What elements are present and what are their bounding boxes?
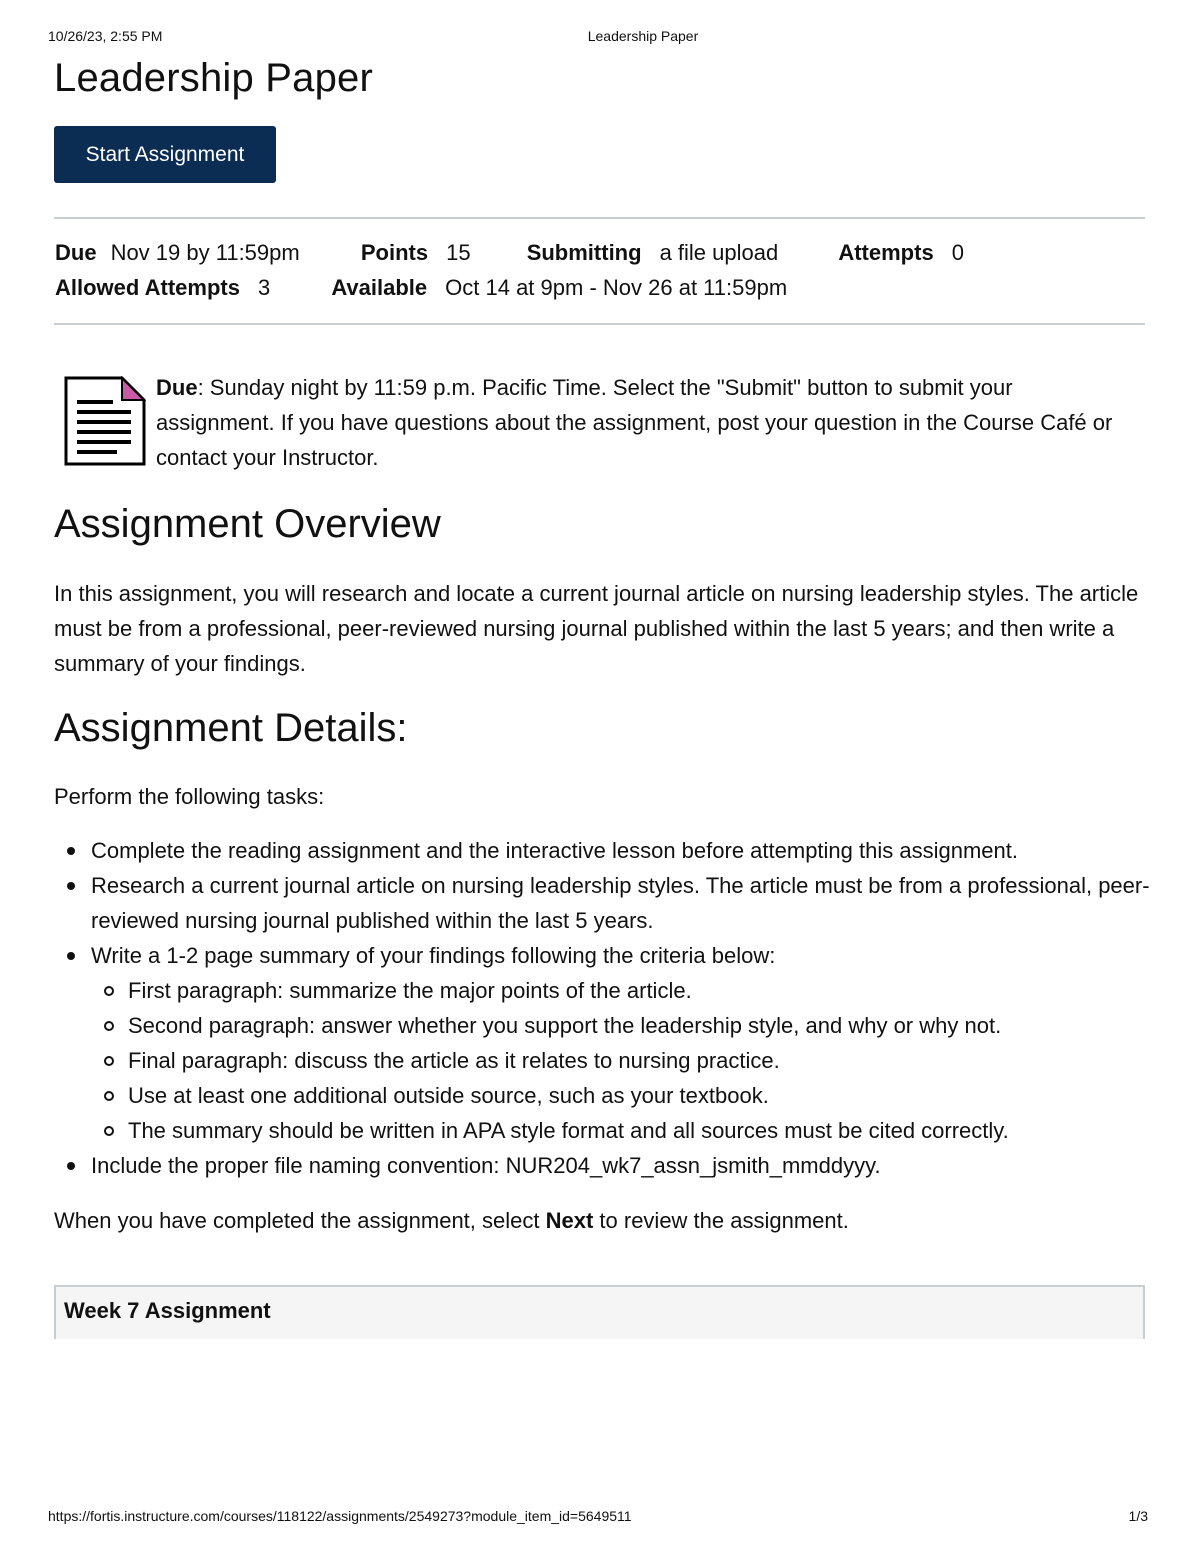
print-url: https://fortis.instructure.com/courses/118122/assignments/2549273?module_item_id=5649511 — [48, 1508, 632, 1524]
attempts-value: 0 — [951, 240, 964, 265]
details-heading: Assignment Details: — [54, 706, 408, 750]
task-text: Write a 1-2 page summary of your findings following the criteria below: — [91, 943, 776, 968]
task-text: Complete the reading assignment and the interactive lesson before attempting this assignment. — [91, 838, 1018, 863]
available-label: Available — [331, 275, 428, 300]
available-value: Oct 14 at 9pm - Nov 26 at 11:59pm — [445, 275, 788, 300]
print-footer — [48, 1508, 1148, 1524]
list-item — [54, 1148, 1154, 1183]
criteria-list — [91, 973, 1154, 1148]
criteria-text: Final paragraph: discuss the article as it relates to nursing practice. — [128, 1048, 780, 1073]
list-item — [91, 1078, 1154, 1113]
overview-heading: Assignment Overview — [54, 502, 441, 546]
week-assignment-title: Week 7 Assignment — [64, 1298, 271, 1323]
notice-text: : Sunday night by 11:59 p.m. Pacific Time. Select the "Submit" button to submit your assignment. If you have questions about the assignment, post your question in the Course Café or contact your Instructor. — [156, 375, 1113, 470]
assignment-meta-row-1 — [55, 240, 964, 266]
week-assignment-panel — [54, 1285, 1145, 1339]
notice-due-label: Due — [156, 375, 198, 400]
allowed-attempts-label: Allowed Attempts — [55, 275, 240, 300]
divider — [54, 217, 1145, 219]
details-intro: Perform the following tasks: — [54, 784, 325, 809]
due-notice — [156, 370, 1116, 475]
due-label: Due — [55, 240, 97, 265]
overview-text: In this assignment, you will research and locate a current journal article on nursing leadership styles. The article must be from a professional, peer-reviewed nursing journal published within the last 5 years; and then write a summary of your findings. — [54, 581, 1139, 676]
page-title: Leadership Paper — [54, 56, 373, 100]
divider — [54, 323, 1145, 325]
list-item — [54, 938, 1154, 1148]
document-icon — [64, 376, 146, 468]
due-value: Nov 19 by 11:59pm — [110, 240, 300, 265]
attempts-label: Attempts — [838, 240, 934, 265]
allowed-attempts-value: 3 — [257, 275, 271, 300]
criteria-text: First paragraph: summarize the major points of the article. — [128, 978, 692, 1003]
points-value: 15 — [446, 240, 471, 265]
print-title: Leadership Paper — [587, 28, 699, 44]
print-timestamp: 10/26/23, 2:55 PM — [48, 28, 163, 44]
list-item — [91, 1043, 1154, 1078]
assignment-meta-row-2 — [55, 275, 787, 301]
start-assignment-button[interactable]: Start Assignment — [54, 126, 276, 183]
next-keyword: Next — [545, 1208, 594, 1233]
list-item — [54, 868, 1154, 938]
page-number: 1/3 — [1128, 1508, 1148, 1524]
criteria-text: The summary should be written in APA style format and all sources must be cited correctly. — [128, 1118, 1009, 1143]
task-text: Include the proper file naming convention: NUR204_wk7_assn_jsmith_mmddyyy. — [91, 1153, 881, 1178]
closing-text: to review the assignment. — [593, 1208, 849, 1233]
criteria-text: Use at least one additional outside source, such as your textbook. — [128, 1083, 769, 1108]
submitting-value: a file upload — [659, 240, 779, 265]
list-item — [91, 1008, 1154, 1043]
criteria-text: Second paragraph: answer whether you support the leadership style, and why or why not. — [128, 1013, 1002, 1038]
list-item — [91, 1113, 1154, 1148]
submitting-label: Submitting — [526, 240, 642, 265]
closing-text: When you have completed the assignment, select — [54, 1208, 546, 1233]
task-list — [54, 833, 1154, 1183]
list-item — [54, 833, 1154, 868]
print-header — [48, 28, 1152, 46]
task-text: Research a current journal article on nursing leadership styles. The article must be from a professional, peer-reviewed nursing journal published within the last 5 years. — [91, 873, 1150, 933]
points-label: Points — [360, 240, 429, 265]
closing-instructions — [54, 1203, 1149, 1238]
list-item — [91, 973, 1154, 1008]
